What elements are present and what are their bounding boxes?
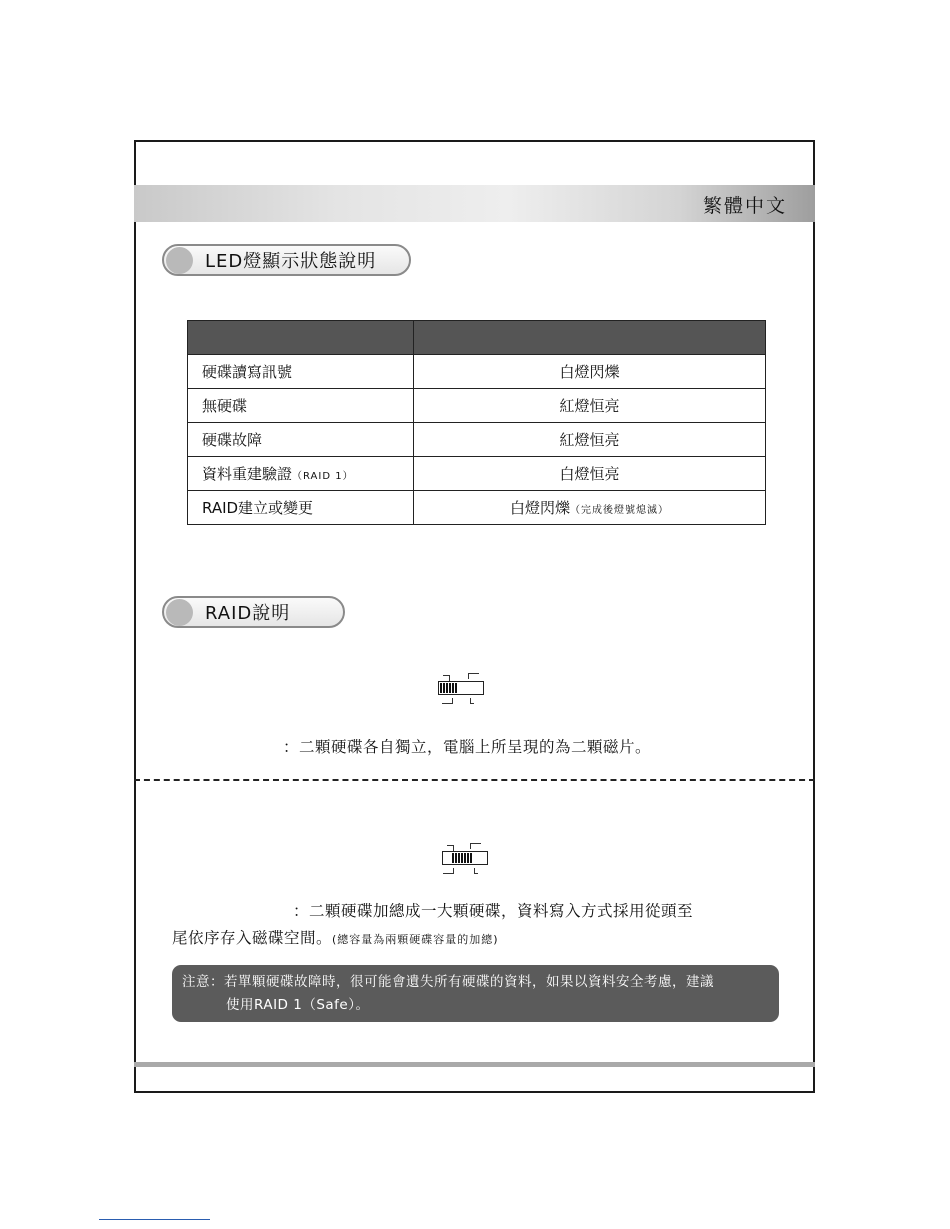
switch-tick-mark bbox=[468, 673, 479, 679]
switch-body bbox=[442, 851, 488, 865]
switch-tick-mark bbox=[443, 868, 454, 874]
light-cell: 白燈恒亮 bbox=[414, 457, 766, 491]
switch-tick-mark bbox=[470, 698, 474, 704]
switch-knob bbox=[452, 853, 472, 863]
switch-tick-mark bbox=[442, 698, 453, 704]
light-cell: 白燈閃爍 bbox=[414, 355, 766, 389]
footer-underline bbox=[99, 1219, 210, 1220]
raid-section-title: RAID說明 bbox=[205, 603, 291, 624]
raid-section-heading bbox=[162, 596, 345, 628]
switch-knob bbox=[440, 683, 457, 693]
status-cell: 無硬碟 bbox=[188, 389, 414, 423]
warning-note-box bbox=[172, 965, 779, 1022]
bullet-circle-icon bbox=[166, 599, 193, 626]
light-cell: 紅燈恒亮 bbox=[414, 389, 766, 423]
table-header-row bbox=[188, 321, 766, 355]
table-row bbox=[188, 423, 766, 457]
status-cell: 硬碟故障 bbox=[188, 423, 414, 457]
section-divider bbox=[134, 779, 815, 781]
table-header-light bbox=[414, 321, 766, 355]
table-row bbox=[188, 389, 766, 423]
switch-body bbox=[438, 681, 484, 695]
raid-mode1-description: ：二顆硬碟各自獨立，電腦上所呈現的為二顆磁片。 bbox=[283, 738, 652, 756]
table-row bbox=[188, 491, 766, 525]
note-line-2: 使用RAID 1（Safe）。 bbox=[226, 997, 370, 1013]
note-line-1: 注意：若單顆硬碟故障時，很可能會遺失所有硬碟的資料，如果以資料安全考慮，建議 bbox=[182, 974, 714, 990]
language-header-bar bbox=[134, 185, 815, 222]
bullet-circle-icon bbox=[166, 247, 193, 274]
table-row bbox=[188, 355, 766, 389]
raid-mode2-description-line2: 尾依序存入磁碟空間。(總容量為兩顆硬碟容量的加總) bbox=[172, 929, 499, 947]
led-section-heading bbox=[162, 244, 411, 276]
light-cell: 紅燈恒亮 bbox=[414, 423, 766, 457]
status-cell: RAID建立或變更 bbox=[188, 491, 414, 525]
switch-tick-mark bbox=[474, 868, 478, 874]
table-header-status bbox=[188, 321, 414, 355]
led-status-table bbox=[187, 320, 766, 525]
led-section-title: LED燈顯示狀態說明 bbox=[205, 251, 377, 272]
raid-mode2-description-line1: ：二顆硬碟加總成一大顆硬碟，資料寫入方式採用從頭至 bbox=[293, 902, 694, 920]
language-label: 繁體中文 bbox=[702, 195, 787, 217]
switch-tick-mark bbox=[470, 843, 481, 849]
status-cell: 硬碟讀寫訊號 bbox=[188, 355, 414, 389]
table-row bbox=[188, 457, 766, 491]
status-cell: 資料重建驗證（RAID 1） bbox=[188, 457, 414, 491]
footer-bar bbox=[134, 1062, 815, 1067]
light-cell: 白燈閃爍（完成後燈號熄滅） bbox=[414, 491, 766, 525]
